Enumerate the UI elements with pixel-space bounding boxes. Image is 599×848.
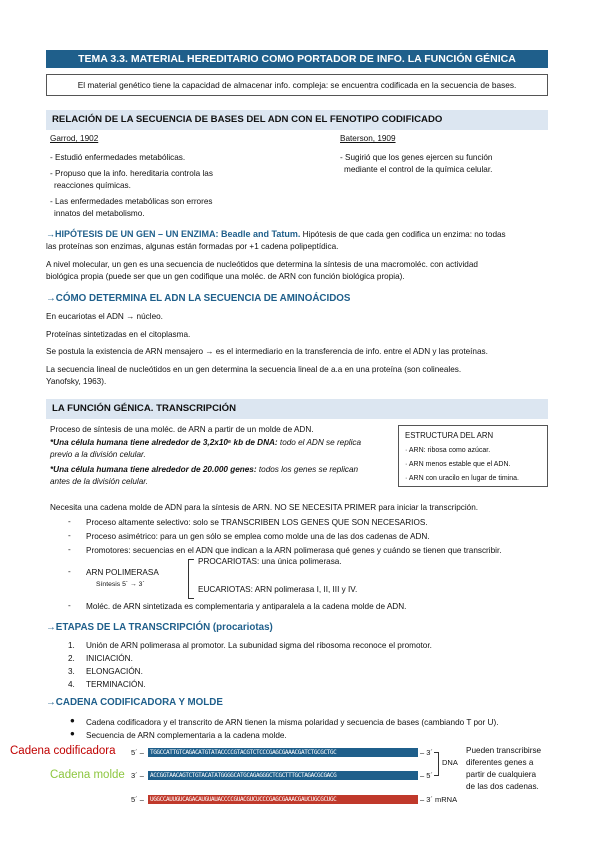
coding-strand-label: Cadena codificadora — [10, 745, 116, 757]
dna-size-line — [50, 437, 361, 449]
box-item: · ARN menos estable que el ADN. — [405, 461, 511, 468]
postula-text: Se postula la existencia de ARN mensajero → es el intermediario en la transferencia de info. entre el ADN y las proteínas. — [46, 347, 488, 356]
note-line: diferentes genes a — [466, 758, 534, 767]
template-strand-label: Cadena molde — [50, 769, 125, 781]
prime-3: 3´ – — [131, 771, 144, 780]
genes-line — [50, 464, 358, 476]
hypothesis-text: Hipótesis de que cada gen codifica un enzima: no todas — [300, 230, 506, 239]
garrod-item: - Las enfermedades metabólicas son errores — [50, 197, 213, 206]
stage-item: Unión de ARN polimerasa al promotor. La subunidad sigma del ribosoma reconoce el promotor. — [86, 641, 432, 650]
brace — [188, 559, 194, 599]
stage-number: 4. — [68, 680, 75, 689]
stage-number: 3. — [68, 667, 75, 676]
cadena-heading: →CADENA CODIFICADORA Y MOLDE — [46, 697, 223, 708]
stage-item: ELONGACIÓN. — [86, 667, 143, 676]
section-heading-funcion: LA FUNCIÓN GÉNICA. TRANSCRIPCIÓN — [46, 399, 548, 419]
coding-sequence-bar: TGGCCATTGTCAGACATGTATACCCCGTACGTCTCCCGAGCGAAACGATCTGCGCTGC — [148, 748, 418, 757]
box-item: · ARN con uracilo en lugar de timina. — [405, 475, 519, 482]
cadena-item: Secuencia de ARN complementaria a la cadena molde. — [86, 731, 287, 740]
euk-pol-text: EUCARIOTAS: ARN polimerasa I, II, III y IV. — [198, 585, 358, 594]
arn-structure-box — [398, 425, 548, 487]
box-item: · ARN: ribosa como azúcar. — [405, 447, 491, 454]
note-line: Pueden transcribirse — [466, 746, 542, 755]
dna-label: DNA — [442, 758, 458, 767]
hypothesis-text-2: las proteínas son enzimas, algunas están formadas por +1 cadena polipeptídica. — [46, 242, 339, 251]
pol-label: ARN POLIMERASA — [86, 568, 159, 577]
stage-number: 1. — [68, 641, 75, 650]
prot-text: Proteínas sintetizadas en el citoplasma. — [46, 330, 191, 339]
dna-size-rest: todo el ADN se replica — [277, 438, 362, 447]
garrod-item: innatos del metabolismo. — [54, 209, 145, 218]
intro-box: El material genético tiene la capacidad de almacenar info. compleja: se encuentra codificada en la secuencia de bases. — [46, 74, 548, 96]
section-heading-relacion: RELACIÓN DE LA SECUENCIA DE BASES DEL ADN CON EL FENOTIPO CODIFICADO — [46, 110, 548, 130]
hypothesis-heading: →HIPÓTESIS DE UN GEN – UN ENZIMA: Beadle and Tatum. — [46, 229, 301, 239]
prime-5: – 5´ — [420, 771, 433, 780]
molecular-text-2: biológica propia (puede ser que un gen codifique una moléc. de ARN con función biológica propia). — [46, 272, 405, 281]
list-item: Proceso altamente selectivo: solo se TRANSCRIBEN LOS GENES QUE SON NECESARIOS. — [86, 518, 428, 527]
list-item: Proceso asimétrico: para un gen sólo se emplea como molde una de las dos cadenas de ADN. — [86, 532, 430, 541]
list-item: Promotores: secuencias en el ADN que indican a la ARN polimerasa qué genes y cuándo se tienen que transcribir. — [86, 546, 502, 555]
dna-size-bold: *Una célula humana tiene alrededor de 3,2x10⁶ kb de DNA: — [50, 438, 278, 447]
euk-text: En eucariotas el ADN → núcleo. — [46, 312, 163, 321]
list-item: Moléc. de ARN sintetizada es complementaria y antiparalela a la cadena molde de ADN. — [86, 602, 407, 611]
transcription-def: Proceso de síntesis de una moléc. de ARN a partir de un molde de ADN. — [50, 425, 314, 434]
mrna-label: – 3´ mRNA — [420, 795, 458, 804]
garrod-title: Garrod, 1902 — [50, 134, 99, 143]
cadena-item: Cadena codificadora y el transcrito de ARN tienen la misma polaridad y secuencia de bases (cambiando T por U). — [86, 718, 499, 727]
genes-line-2: antes de la división celular. — [50, 477, 149, 486]
note-line: de las dos cadenas. — [466, 782, 539, 791]
prime-5: 5´ – — [131, 795, 144, 804]
page: TEMA 3.3. MATERIAL HEREDITARIO COMO PORTADOR DE INFO. LA FUNCIÓN GÉNICA El material genético tiene la capacidad de almacenar info. compleja: se encuentra codificada en la secuencia de bases. RELACIÓN DE LA SECUENCIA DE BASES DEL ADN CON EL FENOTIPO CODIFICADO Garrod, 1902 - Estudió enfermedades metabólicas. - Propuso que la info. hereditaria controla las reacciones químicas. - Las enfermedades metabólicas son errores innatos del metabolismo. Baterson, 1909 - Sugirió que los genes ejercen su función mediante el control de la química celular. →HIPÓTESIS DE UN GEN – UN ENZIMA: Beadle and Tatum. Hipótesis de que cada gen codifica un enzima: no todas las proteínas son enzimas, algunas están formadas por +1 cadena polipeptídica. A nivel molecular, un gen es una secuencia de nucleótidos que determina la síntesis de una macromoléc. con actividad biológica propia (puede ser que un gen codifique una moléc. de ARN con función biológica propia). →CÓMO DETERMINA EL ADN LA SECUENCIA DE AMINOÁCIDOS En eucariotas el ADN → núcleo. Proteínas sintetizadas en el citoplasma. Se postula la existencia de ARN mensajero → es el intermediario en la transferencia de info. entre el ADN y las proteínas. La secuencia lineal de nucleótidos en un gen determina la secuencia lineal de a.a en una proteína (son colineales. Yanofsky, 1963). LA FUNCIÓN GÉNICA. TRANSCRIPCIÓN Proceso de síntesis de una moléc. de ARN a partir de un molde de ADN. *Una célula humana tiene alrededor de 3,2x10⁶ kb de DNA: todo el ADN se replica previo a la división celular. *Una célula humana tiene alrededor de 20.000 genes: todos los genes se replican antes de la división celular. ESTRUCTURA DEL ARN · ARN: ribosa como azúcar. · ARN menos estable que el ADN. · ARN con uracilo en lugar de timina. Necesita una cadena molde de ADN para la síntesis de ARN. NO SE NECESITA PRIMER para iniciar la transcripción. - Proceso altamente selectivo: solo se TRANSCRIBEN LOS GENES QUE SON NECESARIOS. - Proceso asimétrico: para un gen sólo se emplea como molde una de las dos cadenas de ADN. - Promotores: secuencias en el ADN que indican a la ARN polimerasa qué genes y cuándo se tienen que transcribir. - ARN POLIMERASA Síntesis 5´ → 3´ PROCARIOTAS: una única polimerasa. EUCARIOTAS: ARN polimerasa I, II, III y IV. - Moléc. de ARN sintetizada es complementaria y antiparalela a la cadena molde de ADN. →ETAPAS DE LA TRANSCRIPCIÓN (procariotas) 1. Unión de ARN polimerasa al promotor. La subunidad sigma del ribosoma reconoce el promotor. 2. INICIACIÓN. 3. ELONGACIÓN. 4. TERMINACIÓN. →CADENA CODIFICADORA Y MOLDE ● Cadena codificadora y el transcrito de ARN tienen la misma polaridad y secuencia de bases (cambiando T por U). ● Secuencia de ARN complementaria a la cadena molde. Cadena codificadora Cadena molde 5´ – TGGCCATTGTCAGACATGTATACCCCGTACGTCTCCCGAGCGAAACGATCTGCGCTGC – 3´ 3´ – ACCGGTAACAGTCTGTACATATGGGGCATGCAGAGGGCTCGCTTTGCTAGACGCGACG – 5´ DNA 5´ – UGGCCAUUGUCAGACAUGUAUACCCCGUACGUCUCCCGAGCGAAACGAUCUGCGCUGC – 3´ mRNA Pueden transcribirse diferentes genes a partir de cualquiera de las dos cadenas. — [0, 0, 599, 848]
page-title: TEMA 3.3. MATERIAL HEREDITARIO COMO PORTADOR DE INFO. LA FUNCIÓN GÉNICA — [46, 50, 548, 68]
bateson-item: mediante el control de la química celular. — [344, 165, 493, 174]
prime-3: – 3´ — [420, 748, 433, 757]
stage-item: INICIACIÓN. — [86, 654, 133, 663]
bateson-item: - Sugirió que los genes ejercen su función — [340, 153, 493, 162]
garrod-item: reacciones químicas. — [54, 181, 131, 190]
prime-5: 5´ – — [131, 748, 144, 757]
prok-text: PROCARIOTAS: una única polimerasa. — [198, 557, 342, 566]
dna-brace — [434, 752, 439, 776]
garrod-item: - Estudió enfermedades metabólicas. — [50, 153, 186, 162]
how-heading: →CÓMO DETERMINA EL ADN LA SECUENCIA DE AMINOÁCIDOS — [46, 293, 351, 304]
lineal-text: La secuencia lineal de nucleótidos en un gen determina la secuencia lineal de a.a en una proteína (son colineales. — [46, 365, 462, 374]
genes-bold: *Una célula humana tiene alrededor de 20.000 genes: — [50, 465, 257, 474]
mrna-sequence-bar: UGGCCAUUGUCAGACAUGUAUACCCCGUACGUCUCCCGAGCGAAACGAUCUGCGCUGC — [148, 795, 418, 804]
garrod-item: - Propuso que la info. hereditaria controla las — [50, 169, 213, 178]
lineal-text-2: Yanofsky, 1963). — [46, 377, 107, 386]
dna-size-line-2: previo a la división celular. — [50, 450, 146, 459]
stages-heading: →ETAPAS DE LA TRANSCRIPCIÓN (procariotas) — [46, 622, 273, 633]
pol-sub: Síntesis 5´ → 3´ — [96, 581, 145, 588]
hypothesis-line — [46, 229, 506, 241]
template-sequence-bar: ACCGGTAACAGTCTGTACATATGGGGCATGCAGAGGGCTCGCTTTGCTAGACGCGACG — [148, 771, 418, 780]
stage-item: TERMINACIÓN. — [86, 680, 146, 689]
genes-rest: todos los genes se replican — [256, 465, 359, 474]
note-line: partir de cualquiera — [466, 770, 537, 779]
stage-number: 2. — [68, 654, 75, 663]
box-title: ESTRUCTURA DEL ARN — [405, 431, 494, 440]
molecular-text: A nivel molecular, un gen es una secuencia de nucleótidos que determina la síntesis de una macromoléc. con actividad — [46, 260, 478, 269]
needs-text: Necesita una cadena molde de ADN para la síntesis de ARN. NO SE NECESITA PRIMER para iniciar la transcripción. — [50, 503, 479, 512]
bateson-title: Baterson, 1909 — [340, 134, 396, 143]
